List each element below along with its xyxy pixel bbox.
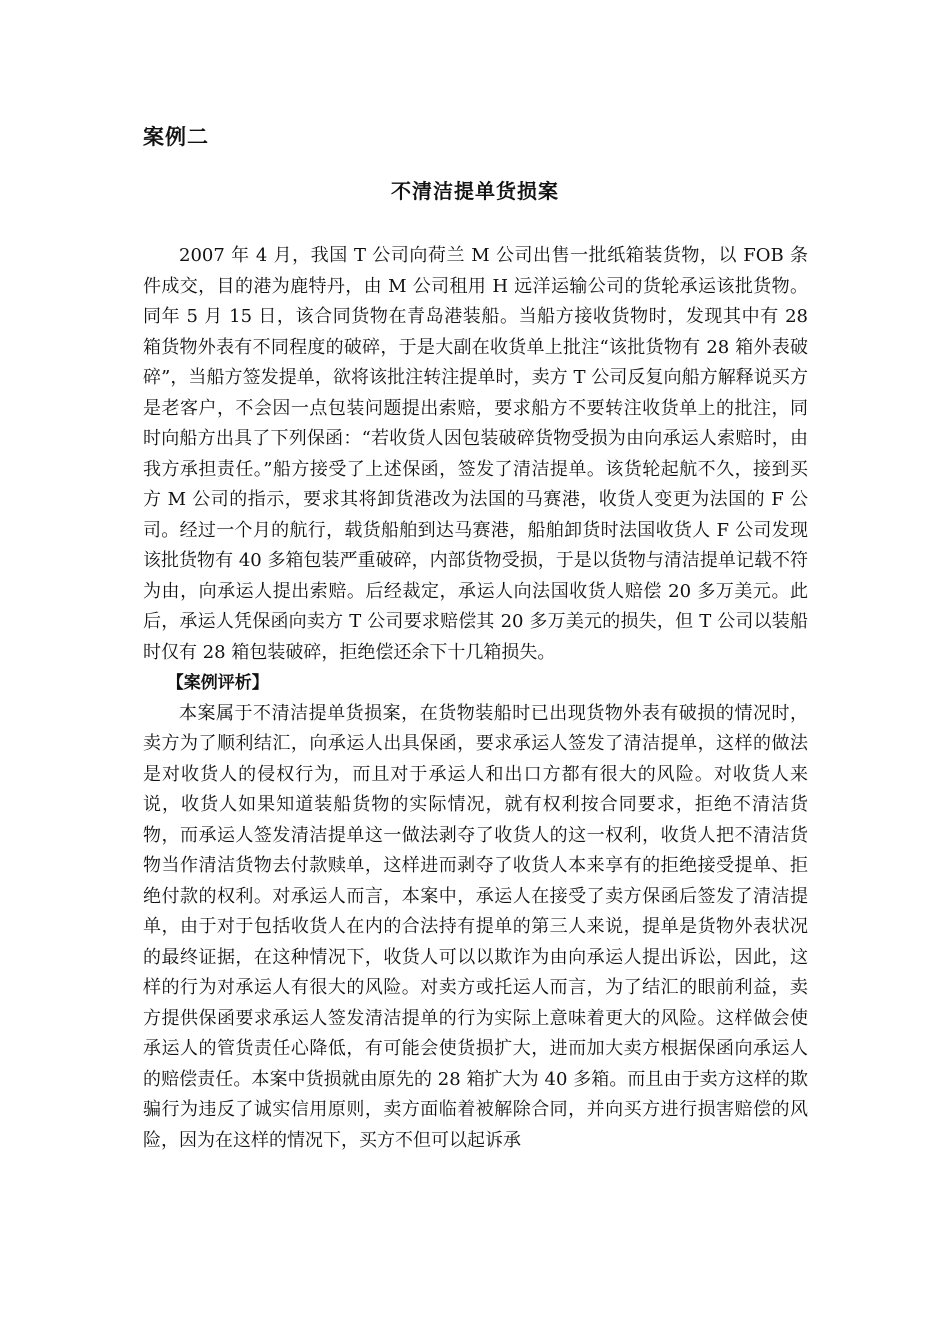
document-title: 不清洁提单货损案 [391, 179, 559, 203]
case-label: 案例二 [143, 125, 209, 149]
analysis-heading: 【案例评析】 [166, 673, 269, 693]
document-body [143, 241, 808, 1156]
case-facts-paragraph: 2007 年 4 月，我国 T 公司向荷兰 M 公司出售一批纸箱装货物，以 FOB 条件成交，目的港为鹿特丹，由 M 公司租用 H 远洋运输公司的货轮承运该批货物。同年 5 月 15 日，该合同货物在青岛港装船。当船方接收货物时，发现其中有 28 箱货物外表有不同程度的破碎，于是大副在收货单上批注“该批货物有 28 箱外表破碎”，当船方签发提单，欲将该批注转注提单时，卖方 T 公司反复向船方解释说买方是老客户，不会因一点包装问题提出索赔，要求船方不要转注收货单上的批注，同时向船方出具了下列保函：“若收货人因包装破碎货物受损为由向承运人索赔时，由我方承担责任。”船方接受了上述保函，签发了清洁提单。该货轮起航不久，接到买方 M 公司的指示，要求其将卸货港改为法国的马赛港，收货人变更为法国的 F 公司。经过一个月的航行，载货船舶到达马赛港，船舶卸货时法国收货人 F 公司发现该批货物有 40 多箱包装严重破碎，内部货物受损，于是以货物与清洁提单记载不符为由，向承运人提出索赔。后经裁定，承运人向法国收货人赔偿 20 多万美元。此后，承运人凭保函向卖方 T 公司要求赔偿其 20 多万美元的损失，但 T 公司以装船时仅有 28 箱包装破碎，拒绝偿还余下十几箱损失。 [143, 245, 808, 663]
analysis-paragraph: 本案属于不清洁提单货损案，在货物装船时已出现货物外表有破损的情况时，卖方为了顺利结汇，向承运人出具保函，要求承运人签发了清洁提单，这样的做法是对收货人的侵权行为，而且对于承运人和出口方都有很大的风险。对收货人来说，收货人如果知道装船货物的实际情况，就有权利按合同要求，拒绝不清洁货物，而承运人签发清洁提单这一做法剥夺了收货人的这一权利，收货人把不清洁货物当作清洁货物去付款赎单，这样进而剥夺了收货人本来享有的拒绝接受提单、拒绝付款的权利。对承运人而言，本案中，承运人在接受了卖方保函后签发了清洁提单，由于对于包括收货人在内的合法持有提单的第三人来说，提单是货物外表状况的最终证据，在这种情况下，收货人可以以欺诈为由向承运人提出诉讼，因此，这样的行为对承运人有很大的风险。对卖方或托运人而言，为了结汇的眼前利益，卖方提供保函要求承运人签发清洁提单的行为实际上意味着更大的风险。这样做会使承运人的管货责任心降低，有可能会使货损扩大，进而加大卖方根据保函向承运人的赔偿责任。本案中货损就由原先的 28 箱扩大为 40 多箱。而且由于卖方这样的欺骗行为违反了诚实信用原则，卖方面临着被解除合同，并向买方进行损害赔偿的风险，因为在这样的情况下，买方不但可以起诉承 [143, 702, 808, 1151]
